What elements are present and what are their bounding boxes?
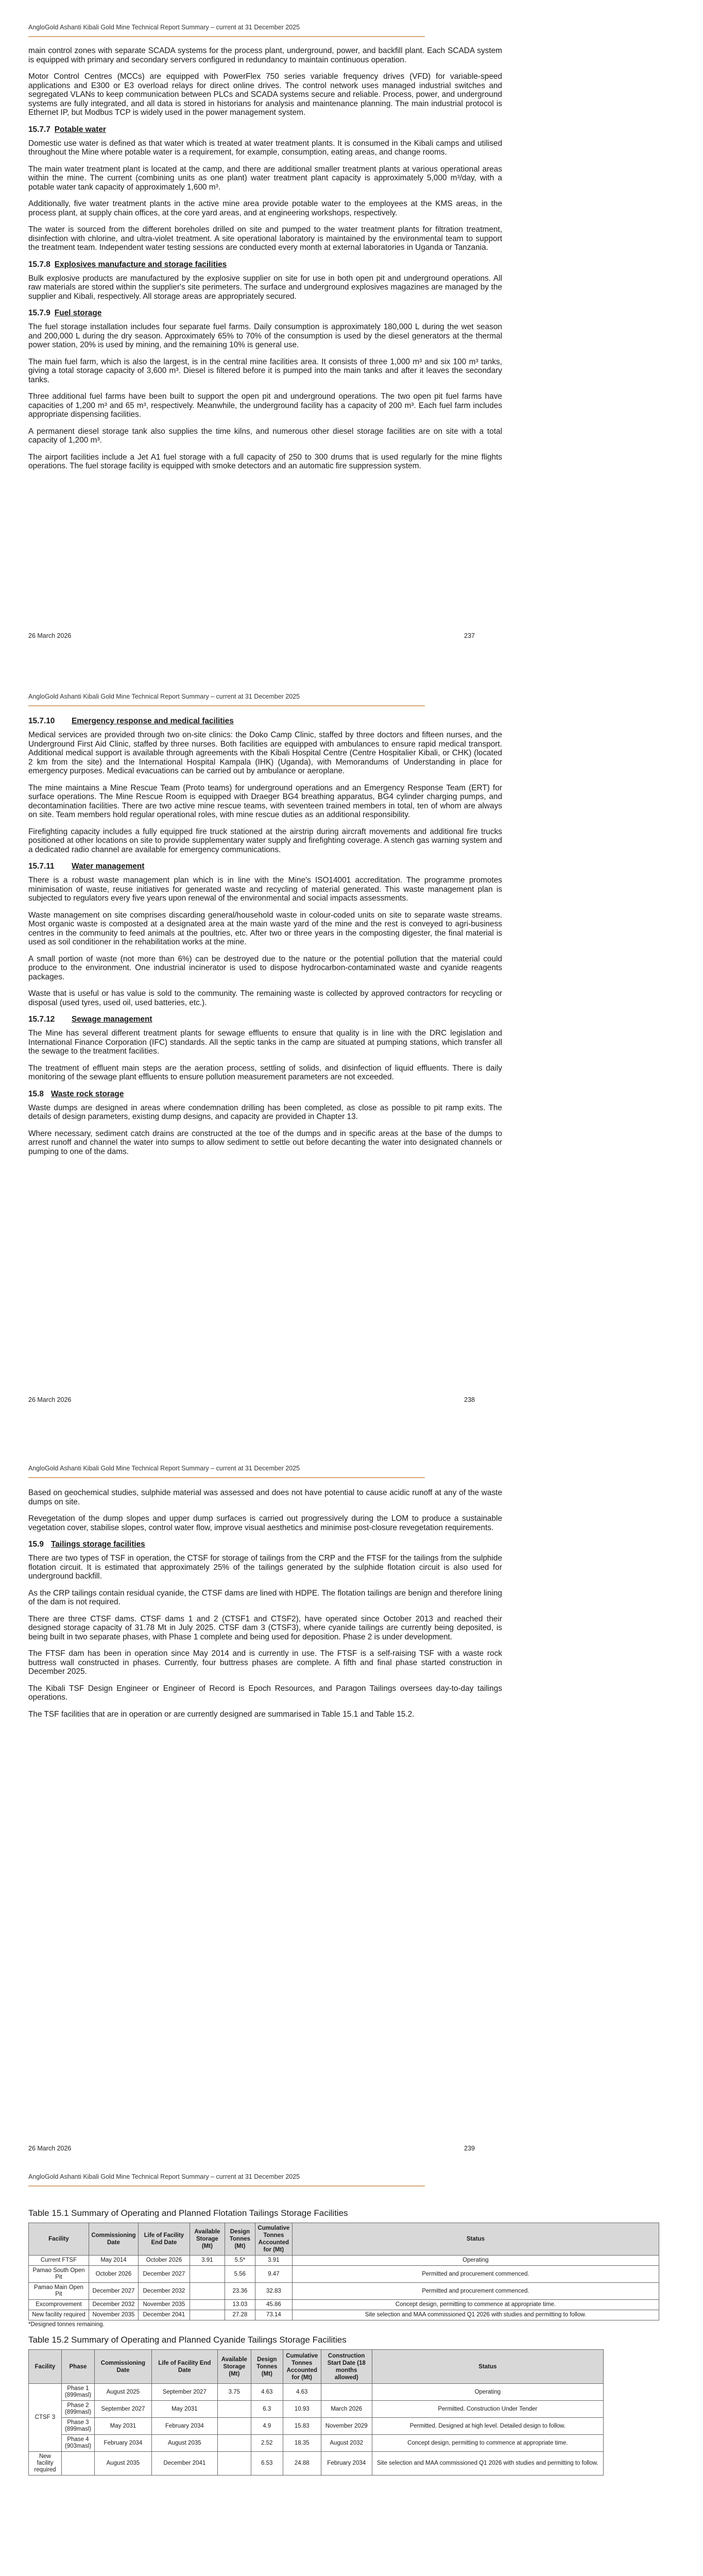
column-header: Available Storage (Mt): [217, 2350, 251, 2384]
section-heading: 15.7.10 Emergency response and medical facilities: [28, 717, 234, 725]
footer-date: 26 March 2026: [28, 1396, 72, 1403]
paragraph: The treatment of effluent main steps are the aeration process, settling of solids, and disinfection of liquid effluents. There is daily monitoring of the sewage plant effluents to ensure pollution measurement parameters are not exceeded.: [28, 1063, 502, 1081]
column-header: Construction Start Date (18 months allowed): [321, 2350, 372, 2384]
table-15-2-block: [28, 2335, 675, 2476]
table-cell: December 2041: [151, 2452, 217, 2476]
paragraph: Where necessary, sediment catch drains are constructed at the toe of the dumps and in specific areas at the base of the dumps to arrest runoff and channel the water into sumps to allow sediment to settle out before decanting the water into designated channels or pumping to one of the dams.: [28, 1129, 502, 1156]
table-cell: 2.52: [251, 2435, 283, 2452]
column-header: Available Storage (Mt): [190, 2223, 225, 2256]
flotation-tsf-table: [28, 2223, 659, 2320]
table-cell: May 2031: [151, 2401, 217, 2418]
page-237: [0, 0, 703, 479]
table-cell: [190, 2283, 225, 2300]
table-row: [29, 2266, 659, 2283]
table-cell: 73.14: [255, 2310, 292, 2320]
table-cell: August 2025: [94, 2384, 151, 2401]
table-cell: 32.83: [255, 2283, 292, 2300]
section-heading: 15.7.12 Sewage management: [28, 1015, 152, 1024]
footer-date: 26 March 2026: [28, 2145, 72, 2152]
table-cell: [217, 2435, 251, 2452]
table-caption: Table 15.2 Summary of Operating and Planned Cyanide Tailings Storage Facilities: [28, 2335, 347, 2345]
table-footnote: *Designed tonnes remaining.: [28, 2321, 105, 2328]
column-header: Facility: [29, 2223, 89, 2256]
table-cell: October 2026: [89, 2266, 138, 2283]
paragraph: Motor Control Centres (MCCs) are equipped with PowerFlex 750 series variable frequency drives (VFD) for variable-speed applications and E300 or E3 overload relays for direct online drives. The control network uses managed industrial switches and segregated VLANs to keep communication between PLCs and SCADA systems secure and reliable. Process, power, and underground systems are fully integrated, and all data is stored in historians for analysis and maintenance planning. The main industrial protocol is Ethernet IP, but Modbus TCP is widely used in the power management system.: [28, 72, 502, 117]
paragraph: Three additional fuel farms have been built to support the open pit and underground operations. The two open pit fuel farms have capacities of 1,200 m³ and 65 m³, respectively. Meanwhile, the underground facility has a capacity of 200 m³. Each fuel farm includes appropriate dispensing facilities.: [28, 392, 502, 419]
column-header: Facility: [29, 2350, 62, 2384]
page-body: [28, 1488, 502, 1719]
table-cell: 3.75: [217, 2384, 251, 2401]
table-cell: Phase 4 (903masl): [61, 2435, 94, 2452]
paragraph: A small portion of waste (not more than 6%) can be destroyed due to the nature or the potential pollution that the material could produce to the environment. One industrial incinerator is used to dispose hydrocarbon-contaminated waste and cyanide reagents packages.: [28, 954, 502, 981]
table-cell: October 2026: [138, 2256, 190, 2266]
table-cell: December 2027: [138, 2266, 190, 2283]
table-caption: Table 15.1 Summary of Operating and Planned Flotation Tailings Storage Facilities: [28, 2208, 348, 2218]
column-header: Design Tonnes (Mt): [251, 2350, 283, 2384]
table-cell: December 2027: [89, 2283, 138, 2300]
table-cell: 9.47: [255, 2266, 292, 2283]
table-cell: 15.83: [283, 2418, 321, 2435]
table-cell: Excomprovement: [29, 2300, 89, 2310]
table-cell: Phase 1 (899masl): [61, 2384, 94, 2401]
table-row: [29, 2300, 659, 2310]
page-footer: [28, 632, 475, 639]
table-cell: Site selection and MAA commissioned Q1 2026 with studies and permitting to follow.: [292, 2310, 659, 2320]
table-cell: 13.03: [225, 2300, 255, 2310]
table-cell: Operating: [292, 2256, 659, 2266]
paragraph: Additionally, five water treatment plants in the active mine area provide potable water to the employees at the KMS areas, in the process plant, at supply chain offices, at the core yard areas, and at engineering workshops, respectively.: [28, 199, 502, 217]
paragraph: The main fuel farm, which is also the largest, is in the central mine facilities area. It consists of three 1,000 m³ and six 100 m³ tanks, giving a total storage capacity of 3,600 m³. Diesel is filtered before it is pumped into the main tanks and after it leaves the secondary tanks.: [28, 357, 502, 384]
table-cell: [217, 2401, 251, 2418]
paragraph: The Mine has several different treatment plants for sewage effluents to ensure that quality is in line with the DRC legislation and International Finance Corporation (IFC) standards. All the septic tanks in the camp are situated at pumping stations, which transfer all the sewage to the treatment facilities.: [28, 1029, 502, 1056]
table-cell: Phase 2 (899masl): [61, 2401, 94, 2418]
table-cell: 24.88: [283, 2452, 321, 2476]
table-cell: [190, 2310, 225, 2320]
section-heading: 15.7.7 Potable water: [28, 125, 106, 134]
table-cell: March 2026: [321, 2401, 372, 2418]
table-cell: Current FTSF: [29, 2256, 89, 2266]
table-row: [29, 2435, 604, 2452]
page-header: AngloGold Ashanti Kibali Gold Mine Technical Report Summary – current at 31 December 2025: [28, 24, 300, 31]
page-header: AngloGold Ashanti Kibali Gold Mine Technical Report Summary – current at 31 December 2025: [28, 1465, 300, 1472]
paragraph: Bulk explosive products are manufactured by the explosive supplier on site for use in both open pit and underground operations. All raw materials are stored within the supplier's site perimeters. The surface and underground explosives magazines are managed by the supplier and Kibali, respectively. All storage areas are appropriately secured.: [28, 274, 502, 301]
table-row: [29, 2256, 659, 2266]
table-cell: 6.53: [251, 2452, 283, 2476]
column-header: Status: [372, 2350, 603, 2384]
column-header: Design Tonnes (Mt): [225, 2223, 255, 2256]
paragraph: Medical services are provided through two on-site clinics: the Doko Camp Clinic, staffed by three doctors and fifteen nurses, and the Underground First Aid Clinic, staffed by three nurses. Both facilities are equipped with ambulances to ensure rapid medical transport. Additional medical support is available through agreements with the Kibali Hospital Centre (Centre Hospitalier Kibali, or CHK) (located 2 km from the site) and the International Hospital Kampala (IHK) (Uganda), with Memorandums of Understanding in place for emergency purposes. Medical evacuations can be carried out by ambulance or aeroplane.: [28, 731, 502, 775]
paragraph: The airport facilities include a Jet A1 fuel storage with a full capacity of 250 to 300 drums that is used regularly for the mine flights operations. The fuel storage facility is equipped with smoke detectors and an automatic fire suppression system.: [28, 452, 502, 470]
table-cell: 23.36: [225, 2283, 255, 2300]
paragraph: The mine maintains a Mine Rescue Team (Proto teams) for underground operations and an Emergency Response Team (ERT) for surface operations. The Mine Rescue Room is equipped with Draeger BG4 breathing apparatus, BG4 cylinder charging pumps, and decontamination facilities. There are two active mine rescue teams, with seventeen trained members in total, ten of whom are always on site. Team members hold regular operational roles, with mine rescue duties as an additional responsibility.: [28, 783, 502, 819]
paragraph: The TSF facilities that are in operation or are currently designed are summarised in Table 15.1 and Table 15.2.: [28, 1709, 415, 1719]
table-body: [29, 2384, 604, 2476]
table-cell: December 2041: [138, 2310, 190, 2320]
column-header: Cumulative Tonnes Accounted for (Mt): [283, 2350, 321, 2384]
table-cell: November 2029: [321, 2418, 372, 2435]
paragraph: There are two types of TSF in operation, the CTSF for storage of tailings from the CRP and the FTSF for the tailings from the sulphide flotation circuit. It is estimated that approximately 25% of the tailings generated by the sulphide flotation circuit is also used for underground backfill.: [28, 1554, 502, 1581]
table-cell: Permitted. Designed at high level. Detailed design to follow.: [372, 2418, 603, 2435]
table-cell: Permitted and procurement commenced.: [292, 2283, 659, 2300]
table-cell: September 2027: [94, 2401, 151, 2418]
paragraph: The FTSF dam has been in operation since May 2014 and is currently in use. The FTSF is a self-raising TSF with a waste rock buttress wall constructed in phases. Currently, four buttress phases are complete. A fifth and final phase started construction in December 2025.: [28, 1649, 502, 1676]
paragraph: Waste that is useful or has value is sold to the community. The remaining waste is collected by approved contractors for recycling or disposal (used tyres, used oil, used batteries, etc.).: [28, 989, 502, 1007]
table-cell: February 2034: [151, 2418, 217, 2435]
paragraph: A permanent diesel storage tank also supplies the time kilns, and numerous other diesel storage facilities are on site with a total capacity of 1,200 m³.: [28, 427, 502, 445]
header-rule: [28, 705, 425, 706]
page-header: AngloGold Ashanti Kibali Gold Mine Technical Report Summary – current at 31 December 2025: [28, 693, 300, 700]
cyanide-tsf-table: [28, 2349, 604, 2476]
table-cell: 4.63: [283, 2384, 321, 2401]
table-cell: December 2032: [138, 2283, 190, 2300]
table-cell: February 2034: [321, 2452, 372, 2476]
table-cell: November 2035: [89, 2310, 138, 2320]
table-row: [29, 2418, 604, 2435]
page-number: 237: [464, 632, 475, 639]
table-15-1-block: [28, 2208, 675, 2328]
section-heading: 15.7.9 Fuel storage: [28, 309, 102, 317]
table-cell: [190, 2300, 225, 2310]
page-239: [0, 1465, 703, 1726]
paragraph: Waste dumps are designed in areas where condemnation drilling has been completed, as close as possible to pit ramp exits. The details of design parameters, existing dump designs, and capacity are provided in Chapter 13.: [28, 1103, 502, 1121]
table-cell: [321, 2384, 372, 2401]
table-cell: Operating: [372, 2384, 603, 2401]
table-cell: Permitted and procurement commenced.: [292, 2266, 659, 2283]
paragraph: main control zones with separate SCADA systems for the process plant, underground, power, and backfill plant. Each SCADA system is equipped with primary and secondary servers configured in redundancy to maintain continuous operation.: [28, 46, 502, 64]
section-heading: 15.8 Waste rock storage: [28, 1089, 124, 1098]
table-cell: 5.5*: [225, 2256, 255, 2266]
column-header: Life of Facility End Date: [151, 2350, 217, 2384]
table-cell: August 2032: [321, 2435, 372, 2452]
paragraph: There is a robust waste management plan which is in line with the Mine's ISO14001 accreditation. The programme promotes minimisation of waste, reuse initiatives for generated waste and recycling of material generated. This waste management plan is subjected to regulators every five years upon renewal of the environmental and social impacts assessments.: [28, 876, 502, 903]
table-cell: [190, 2266, 225, 2283]
table-cell: New facility required: [29, 2310, 89, 2320]
column-header: Phase: [61, 2350, 94, 2384]
page-240: [0, 2173, 703, 2476]
table-cell: 27.28: [225, 2310, 255, 2320]
paragraph: Domestic use water is defined as that water which is treated at water treatment plants. It is consumed in the Kibali camps and utilised throughout the Mine where potable water is a requirement, for example, consumption, eating areas, and change rooms.: [28, 139, 502, 157]
table-cell: 45.86: [255, 2300, 292, 2310]
column-header: Commissioning Date: [94, 2350, 151, 2384]
table-cell: Phase 3 (899masl): [61, 2418, 94, 2435]
page-number: 238: [464, 1396, 475, 1403]
table-cell: [61, 2452, 94, 2476]
table-body: [29, 2256, 659, 2320]
table-header-row: [29, 2350, 604, 2384]
facility-cell: New facility required: [29, 2452, 62, 2476]
table-cell: September 2027: [151, 2384, 217, 2401]
page-238: [0, 693, 703, 1164]
paragraph: Waste management on site comprises discarding general/household waste in colour-coded units on site to separate waste streams. Most organic waste is composted at a designated area at the main waste yard of the mine and the rest is conveyed to agri-business centres in the community to feed animals at the poultries, etc. After two or three years in the composting digester, the final material is used as soil conditioner in the rehabilitation works at the mine.: [28, 910, 502, 946]
page-header: AngloGold Ashanti Kibali Gold Mine Technical Report Summary – current at 31 December 2025: [28, 2173, 300, 2180]
table-row: [29, 2384, 604, 2401]
table-cell: Concept design, permitting to commence at appropriate time.: [292, 2300, 659, 2310]
paragraph: Based on geochemical studies, sulphide material was assessed and does not have potential to cause acidic runoff at any of the waste dumps on site.: [28, 1488, 502, 1506]
footer-date: 26 March 2026: [28, 632, 72, 639]
column-header: Life of Facility End Date: [138, 2223, 190, 2256]
table-cell: November 2035: [138, 2300, 190, 2310]
paragraph: As the CRP tailings contain residual cyanide, the CTSF dams are lined with HDPE. The flotation tailings are benign and therefore lining of the dam is not required.: [28, 1588, 502, 1606]
page-body: [28, 46, 502, 471]
section-heading: 15.7.11 Water management: [28, 862, 145, 871]
table-row: [29, 2401, 604, 2418]
table-cell: 4.9: [251, 2418, 283, 2435]
table-cell: December 2032: [89, 2300, 138, 2310]
section-heading: 15.7.8 Explosives manufacture and storage facilities: [28, 260, 227, 269]
page-footer: [28, 1396, 475, 1403]
section-heading: 15.9 Tailings storage facilities: [28, 1540, 145, 1549]
table-row: [29, 2310, 659, 2320]
table-cell: [217, 2418, 251, 2435]
paragraph: Revegetation of the dump slopes and upper dump surfaces is carried out progressively during the LOM to produce a sustainable vegetation cover, stabilise slopes, control water flow, improve visual aesthetics and minimise post-closure revegetation requirements.: [28, 1514, 502, 1532]
paragraph: The water is sourced from the different boreholes drilled on site and pumped to the water treatment plants for filtration treatment, disinfection with chlorine, and ultra-violet treatment. A site operational laboratory is maintained by the environmental team to support the treatment team. Independent water testing sessions are conducted every month at external laboratories in Uganda or Tanzania.: [28, 225, 502, 252]
page-footer: [28, 2145, 475, 2152]
page-number: 239: [464, 2145, 475, 2152]
table-cell: Permitted. Construction Under Tender: [372, 2401, 603, 2418]
table-cell: 18.35: [283, 2435, 321, 2452]
table-cell: August 2035: [151, 2435, 217, 2452]
paragraph: Firefighting capacity includes a fully equipped fire truck stationed at the airstrip during aircraft movements and additional fire trucks positioned at other locations on site to provide supplementary water supply and firefighting coverage. A stench gas warning system and a dedicated radio channel are available for emergency communications.: [28, 827, 502, 854]
table-cell: May 2014: [89, 2256, 138, 2266]
table-header-row: [29, 2223, 659, 2256]
table-cell: Concept design, permitting to commence at appropriate time.: [372, 2435, 603, 2452]
column-header: Cumulative Tonnes Accounted for (Mt): [255, 2223, 292, 2256]
paragraph: The fuel storage installation includes four separate fuel farms. Daily consumption is approximately 180,000 L during the wet season and 200,000 L during the dry season. Approximately 65% to 70% of the consumption is used by the diesel generators at the thermal power station, 20% is used by mining, and the remaining 10% is general use.: [28, 323, 502, 349]
table-cell: 3.91: [190, 2256, 225, 2266]
paragraph: The Kibali TSF Design Engineer or Engineer of Record is Epoch Resources, and Paragon Tailings oversees day-to-day tailings operations.: [28, 1684, 502, 1702]
table-cell: 5.56: [225, 2266, 255, 2283]
paragraph: There are three CTSF dams. CTSF dams 1 and 2 (CTSF1 and CTSF2), have operated since October 2013 and reached their designed storage capacity of 31.78 Mt in July 2025. CTSF dam 3 (CTSF3), where cyanide tailings are currently being deposited, is being built in two separate phases, with Phase 1 complete and being used for deposition. Phase 2 is under development.: [28, 1614, 502, 1641]
table-cell: 10.93: [283, 2401, 321, 2418]
table-cell: Pamao South Open Pit: [29, 2266, 89, 2283]
header-rule: [28, 2185, 425, 2187]
table-cell: August 2035: [94, 2452, 151, 2476]
table-cell: Site selection and MAA commissioned Q1 2026 with studies and permitting to follow.: [372, 2452, 603, 2476]
table-cell: 3.91: [255, 2256, 292, 2266]
page-body: [28, 717, 502, 1156]
header-rule: [28, 1477, 425, 1478]
table-cell: 6.3: [251, 2401, 283, 2418]
header-rule: [28, 36, 425, 37]
table-cell: [217, 2452, 251, 2476]
column-header: Status: [292, 2223, 659, 2256]
table-cell: Pamao Main Open Pit: [29, 2283, 89, 2300]
table-cell: February 2034: [94, 2435, 151, 2452]
table-cell: 4.63: [251, 2384, 283, 2401]
table-row: [29, 2452, 604, 2476]
column-header: Commissioning Date: [89, 2223, 138, 2256]
table-cell: May 2031: [94, 2418, 151, 2435]
table-row: [29, 2283, 659, 2300]
paragraph: The main water treatment plant is located at the camp, and there are additional smaller treatment plants at various operational areas within the mine. The current (combining units as one plant) water treatment plant capacity is approximately 5,000 m³/day, with a potable water tank capacity of approximately 1,600 m³.: [28, 164, 502, 192]
facility-cell: CTSF 3: [29, 2384, 62, 2452]
